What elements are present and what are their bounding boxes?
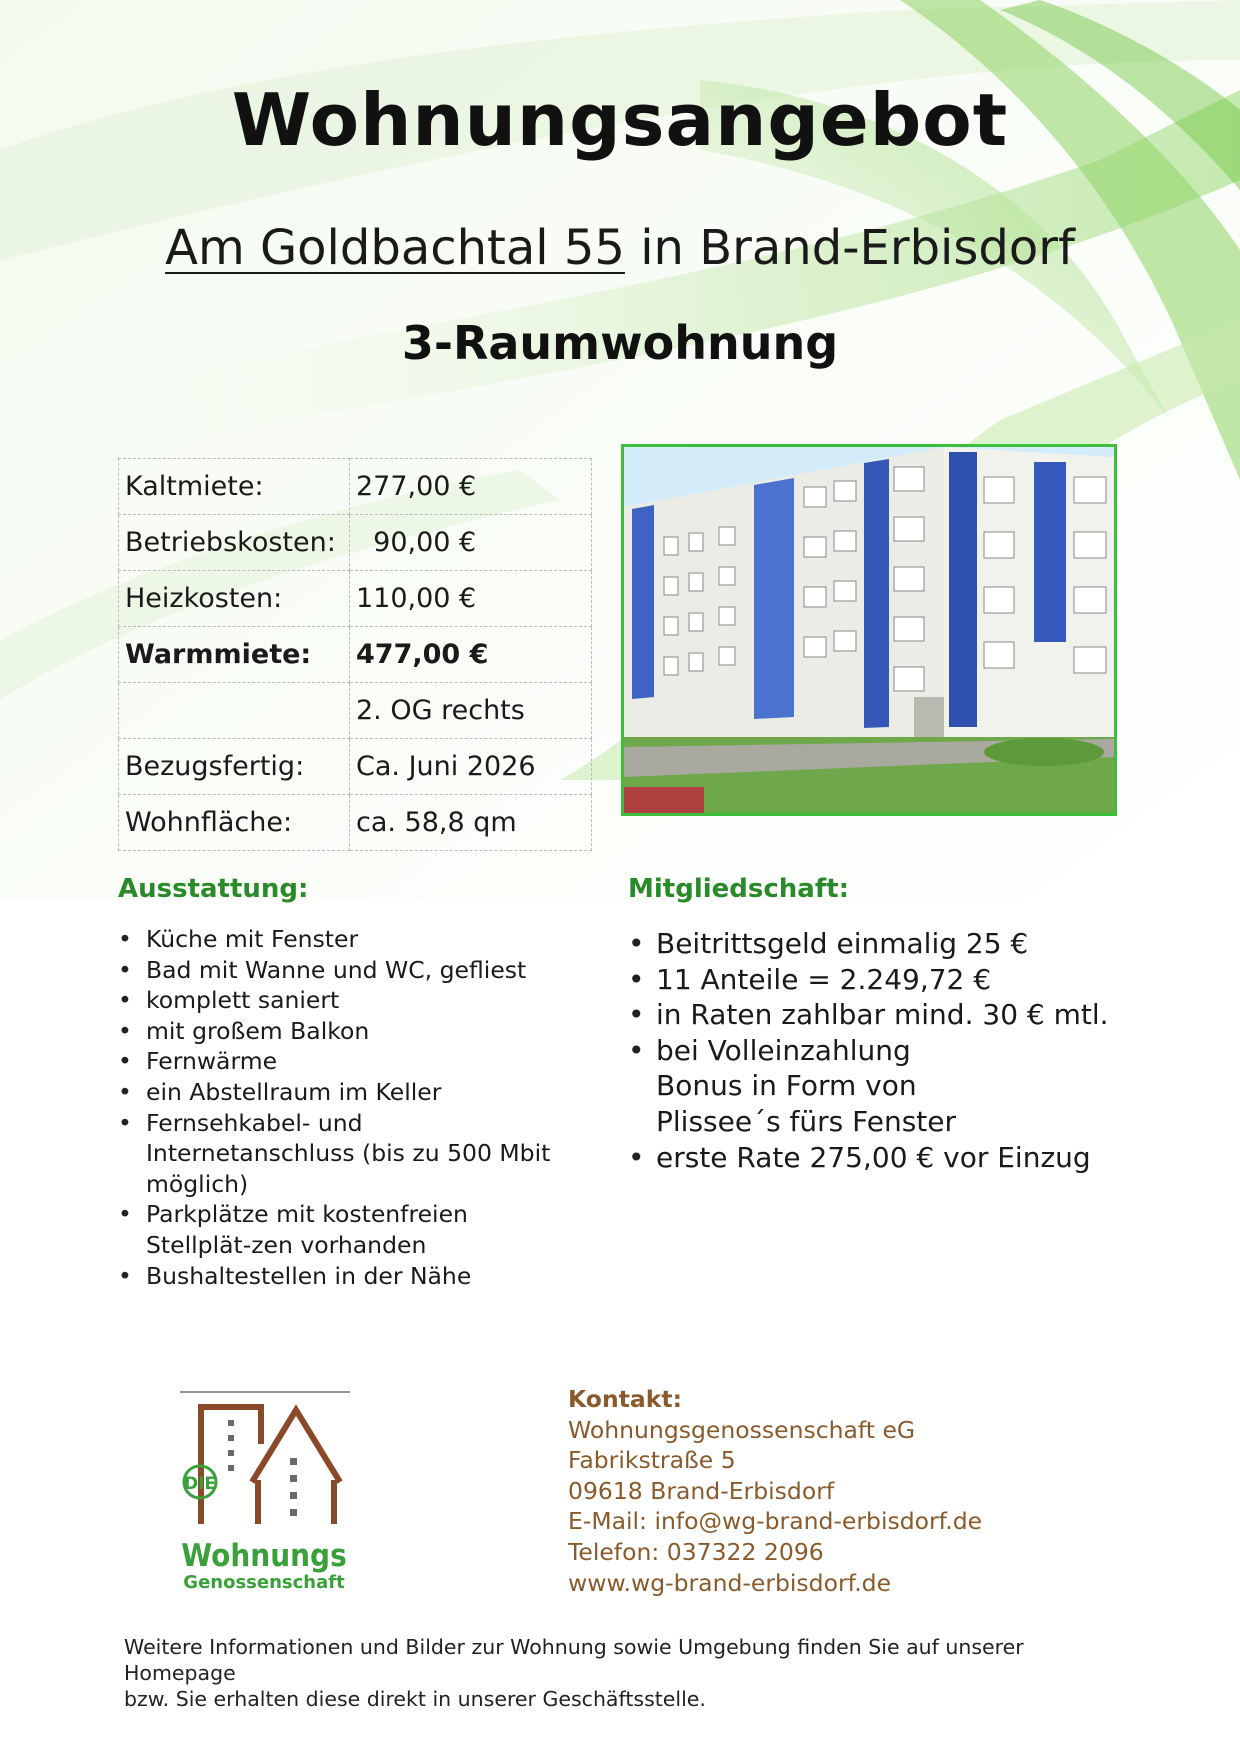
table-row <box>119 795 592 851</box>
fact-label: Warmmiete: <box>119 627 350 683</box>
fact-value: 2. OG rechts <box>350 683 592 739</box>
table-row <box>119 739 592 795</box>
list-item: • Beitrittsgeld einmalig 25 € <box>628 926 1128 962</box>
list-item: • Fernsehkabel- und Internetanschluss (bis zu 500 Mbit möglich) <box>118 1108 598 1200</box>
table-row <box>119 683 592 739</box>
fact-label: Wohnfläche: <box>119 795 350 851</box>
list-item: • Fernwärme <box>118 1046 598 1077</box>
facts-table <box>118 458 592 851</box>
contact-heading: Kontakt: <box>568 1385 683 1413</box>
list-item: • in Raten zahlbar mind. 30 € mtl. <box>628 997 1128 1033</box>
footer-line-1: Weitere Informationen und Bilder zur Wohnung sowie Umgebung finden Sie auf unserer Homepage <box>124 1635 1024 1685</box>
list-item: • bei Volleinzahlung Bonus in Form von Plissee´s fürs Fenster <box>628 1033 1128 1140</box>
contact-city: 09618 Brand-Erbisdorf <box>568 1476 835 1505</box>
fact-value: 90,00 € <box>350 515 592 571</box>
footer-note <box>124 1634 1124 1712</box>
contact-org: Wohnungsgenossenschaft eG <box>568 1415 916 1444</box>
footer-line-2: bzw. Sie erhalten diese direkt in unserer Geschäftsstelle. <box>124 1687 706 1711</box>
logo-wohnungs-text: Wohnungs <box>181 1537 347 1574</box>
list-item: • ein Abstellraum im Keller <box>118 1077 598 1108</box>
list-item: • Bushaltestellen in der Nähe <box>118 1261 598 1292</box>
fact-label: Kaltmiete: <box>119 459 350 515</box>
list-item: • Parkplätze mit kostenfreien Stellplät-zen vorhanden <box>118 1199 598 1260</box>
city-part: in Brand-Erbisdorf <box>624 220 1075 276</box>
fact-value: 110,00 € <box>350 571 592 627</box>
mitgliedschaft-heading: Mitgliedschaft: <box>628 874 849 904</box>
table-row <box>119 515 592 571</box>
address <box>0 220 1240 276</box>
apartment-type: 3-Raumwohnung <box>401 316 839 370</box>
ausstattung-list <box>118 924 598 1291</box>
fact-label: Bezugsfertig: <box>119 739 350 795</box>
ausstattung-heading: Ausstattung: <box>118 874 309 904</box>
company-logo <box>178 1390 360 1600</box>
fact-value: 477,00 € <box>350 627 592 683</box>
logo-graphic <box>178 1390 360 1600</box>
fact-value: Ca. Juni 2026 <box>350 739 592 795</box>
building-photo <box>621 444 1117 816</box>
list-item: • erste Rate 275,00 € vor Einzug <box>628 1140 1128 1176</box>
list-item: • mit großem Balkon <box>118 1016 598 1047</box>
contact-phone[interactable]: Telefon: 037322 2096 <box>568 1537 824 1566</box>
mitgliedschaft-list <box>628 926 1128 1175</box>
list-item: • Küche mit Fenster <box>118 924 598 955</box>
fact-value: ca. 58,8 qm <box>350 795 592 851</box>
list-item: • 11 Anteile = 2.249,72 € <box>628 962 1128 998</box>
contact-email[interactable]: E-Mail: info@wg-brand-erbisdorf.de <box>568 1507 983 1536</box>
contact-block <box>568 1384 1128 1598</box>
page-title: Wohnungsangebot <box>231 78 1009 162</box>
list-item: • Bad mit Wanne und WC, gefliest <box>118 955 598 986</box>
logo-genossenschaft-text: Genossenschaft <box>183 1572 345 1593</box>
contact-street: Fabrikstraße 5 <box>568 1446 736 1475</box>
fact-label <box>119 683 350 739</box>
fact-value: 277,00 € <box>350 459 592 515</box>
table-row <box>119 627 592 683</box>
logo-die-text: DIE <box>183 1474 217 1494</box>
list-item: • komplett saniert <box>118 985 598 1016</box>
table-row <box>119 571 592 627</box>
building-illustration <box>624 447 1114 813</box>
fact-label: Heizkosten: <box>119 571 350 627</box>
table-row <box>119 459 592 515</box>
contact-website[interactable]: www.wg-brand-erbisdorf.de <box>568 1568 892 1597</box>
street-name: Am Goldbachtal 55 <box>165 220 625 276</box>
fact-label: Betriebskosten: <box>119 515 350 571</box>
